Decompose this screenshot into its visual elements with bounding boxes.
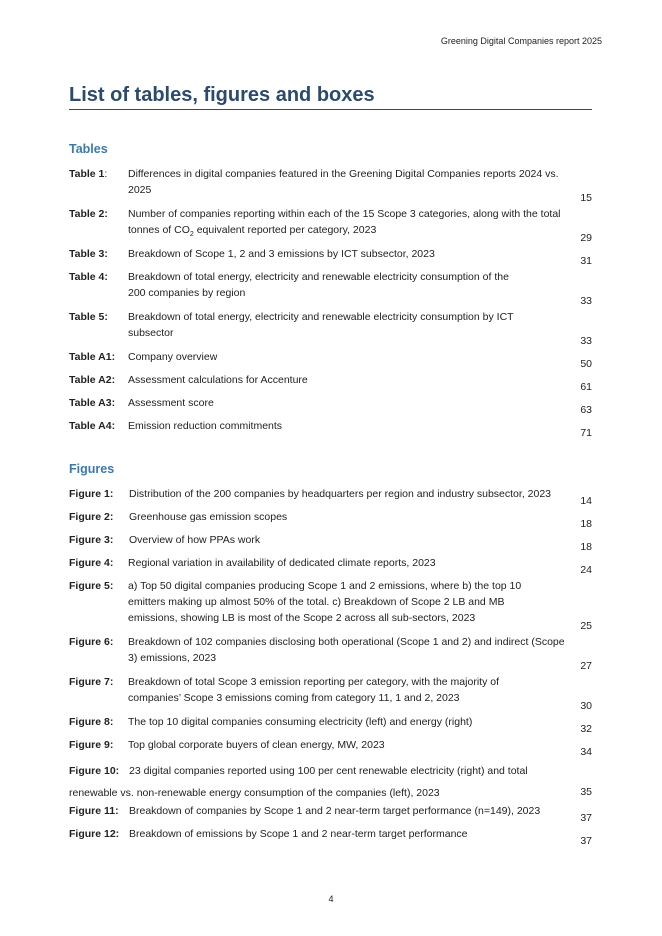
entry-page: 25 (580, 620, 592, 632)
entry-text: Breakdown of companies by Scope 1 and 2 near-term target performance (n=149), 2023 (129, 805, 541, 817)
table-entry-a1[interactable] (69, 349, 592, 372)
entry-label: Figure 2: (69, 511, 114, 523)
figure-entry-1[interactable] (69, 486, 592, 509)
entry-text: Top global corporate buyers of clean energy, MW, 2023 (128, 739, 385, 751)
entry-label: Table 1: (69, 168, 108, 180)
entry-text: Distribution of the 200 companies by headquarters per region and industry subsector, 2023 (129, 488, 552, 500)
figure-entry-4[interactable] (69, 555, 592, 578)
figures-list (69, 486, 592, 849)
figure-entry-3[interactable] (69, 532, 592, 555)
running-header: Greening Digital Companies report 2025 (440, 36, 602, 46)
entry-text: Assessment score (128, 397, 214, 409)
entry-page: 50 (580, 358, 592, 370)
entry-label: Figure 5: (69, 580, 114, 592)
entry-text: The top 10 digital companies consuming electricity (left) and energy (right) (128, 716, 473, 728)
entry-page: 27 (580, 660, 592, 672)
entry-page: 32 (580, 723, 592, 735)
entry-text: Breakdown of 102 companies disclosing both operational (Scope 1 and 2) and indirect (Scope 3) emissions, 2023 (128, 636, 565, 664)
entry-text: Breakdown of Scope 1, 2 and 3 emissions by ICT subsector, 2023 (128, 248, 435, 260)
table-entry-2[interactable] (69, 206, 592, 246)
figure-entry-10[interactable] (69, 760, 592, 803)
entry-label: Figure 3: (69, 534, 114, 546)
entry-label: Figure 11: (69, 805, 119, 817)
entry-page: 35 (580, 786, 592, 798)
entry-text: Overview of how PPAs work (129, 534, 261, 546)
entry-page: 18 (580, 518, 592, 530)
tables-list (69, 166, 592, 441)
figure-entry-11[interactable] (69, 803, 592, 826)
entry-page: 31 (580, 255, 592, 267)
table-entry-3[interactable] (69, 246, 592, 269)
entry-label: Figure 1: (69, 488, 114, 500)
figure-entry-8[interactable] (69, 714, 592, 737)
entry-page: 24 (580, 564, 592, 576)
entry-page: 33 (580, 295, 592, 307)
entry-text: Breakdown of total energy, electricity and renewable electricity consumption by ICT subsector (128, 311, 514, 339)
entry-text: Company overview (128, 351, 218, 363)
entry-label: Table 3: (69, 248, 108, 260)
entry-label: Table 2: (69, 208, 108, 220)
subscript: 2 (189, 231, 194, 239)
entry-label: Figure 12: (69, 828, 120, 840)
entry-page: 71 (580, 427, 592, 439)
page-number: 4 (328, 894, 334, 904)
entry-text: Breakdown of total energy, electricity and renewable electricity consumption of the 200 companies by region (128, 271, 509, 299)
entry-text: Number of companies reporting within each of the 15 Scope 3 categories, along with the total tonnes of $CO_2$ equivalent reported per category, 2023 (128, 208, 561, 239)
entry-text: Breakdown of emissions by Scope 1 and 2 near-term target performance (129, 828, 468, 840)
table-entry-a4[interactable] (69, 418, 592, 441)
entry-page: 15 (580, 192, 592, 204)
entry-text: Regional variation in availability of dedicated climate reports, 2023 (128, 557, 436, 569)
entry-text: Differences in digital companies featured in the Greening Digital Companies reports 2024 vs. 2025 (128, 168, 559, 196)
entry-page: 37 (580, 835, 592, 847)
entry-page: 30 (580, 700, 592, 712)
table-entry-a3[interactable] (69, 395, 592, 418)
figure-entry-6[interactable] (69, 634, 592, 674)
figure-entry-5[interactable] (69, 578, 592, 634)
tables-heading: Tables (69, 142, 108, 156)
figure-entry-9[interactable] (69, 737, 592, 760)
table-entry-a2[interactable] (69, 372, 592, 395)
entry-text: Greenhouse gas emission scopes (129, 511, 288, 523)
entry-label: Table 5: (69, 311, 108, 323)
table-entry-4[interactable] (69, 269, 592, 309)
figure-entry-12[interactable] (69, 826, 592, 849)
figure-entry-7[interactable] (69, 674, 592, 714)
entry-label: Figure 9: (69, 739, 114, 751)
entry-label: Table 4: (69, 271, 108, 283)
table-entry-1[interactable] (69, 166, 592, 206)
entry-label: Figure 6: (69, 636, 114, 648)
entry-text: a) Top 50 digital companies producing Scope 1 and 2 emissions, where b) the top 10 emitters making up almost 50% of the total. c) Breakdown of Scope 2 LB and MB emissions, showing LB is most of the Scope 2 across all sub-sectors, 2023 (128, 580, 522, 624)
entry-label: Figure 4: (69, 557, 114, 569)
entry-label: Table A4: (69, 420, 116, 432)
entry-page: 29 (580, 232, 592, 244)
entry-text: Emission reduction commitments (128, 420, 283, 432)
figure-entry-2[interactable] (69, 509, 592, 532)
entry-page: 14 (580, 495, 592, 507)
entry-page: 61 (580, 381, 592, 393)
entry-page: 34 (580, 746, 592, 758)
entry-page: 18 (580, 541, 592, 553)
entry-page: 33 (580, 335, 592, 347)
entry-page: 63 (580, 404, 592, 416)
entry-label: Table A1: (69, 351, 116, 363)
entry-label: Figure 7: (69, 676, 114, 688)
entry-text: Breakdown of total Scope 3 emission reporting per category, with the majority of companies’ Scope 3 emissions coming from category 11, 1 and 2, 2023 (128, 676, 499, 704)
table-entry-5[interactable] (69, 309, 592, 349)
page-title: List of tables, figures and boxes (69, 84, 592, 110)
entry-text: Assessment calculations for Accenture (128, 374, 308, 386)
entry-label: Table A3: (69, 397, 116, 409)
entry-label: Figure 8: (69, 716, 114, 728)
entry-label: Figure 10: (69, 765, 120, 777)
entry-page: 37 (580, 812, 592, 824)
entry-text: 23 digital companies reported using 100 per cent renewable electricity (right) and total renewable vs. non-renewable energy consumption of the companies (left), 2023 (69, 765, 528, 799)
figures-heading: Figures (69, 462, 115, 476)
entry-label: Table A2: (69, 374, 116, 386)
